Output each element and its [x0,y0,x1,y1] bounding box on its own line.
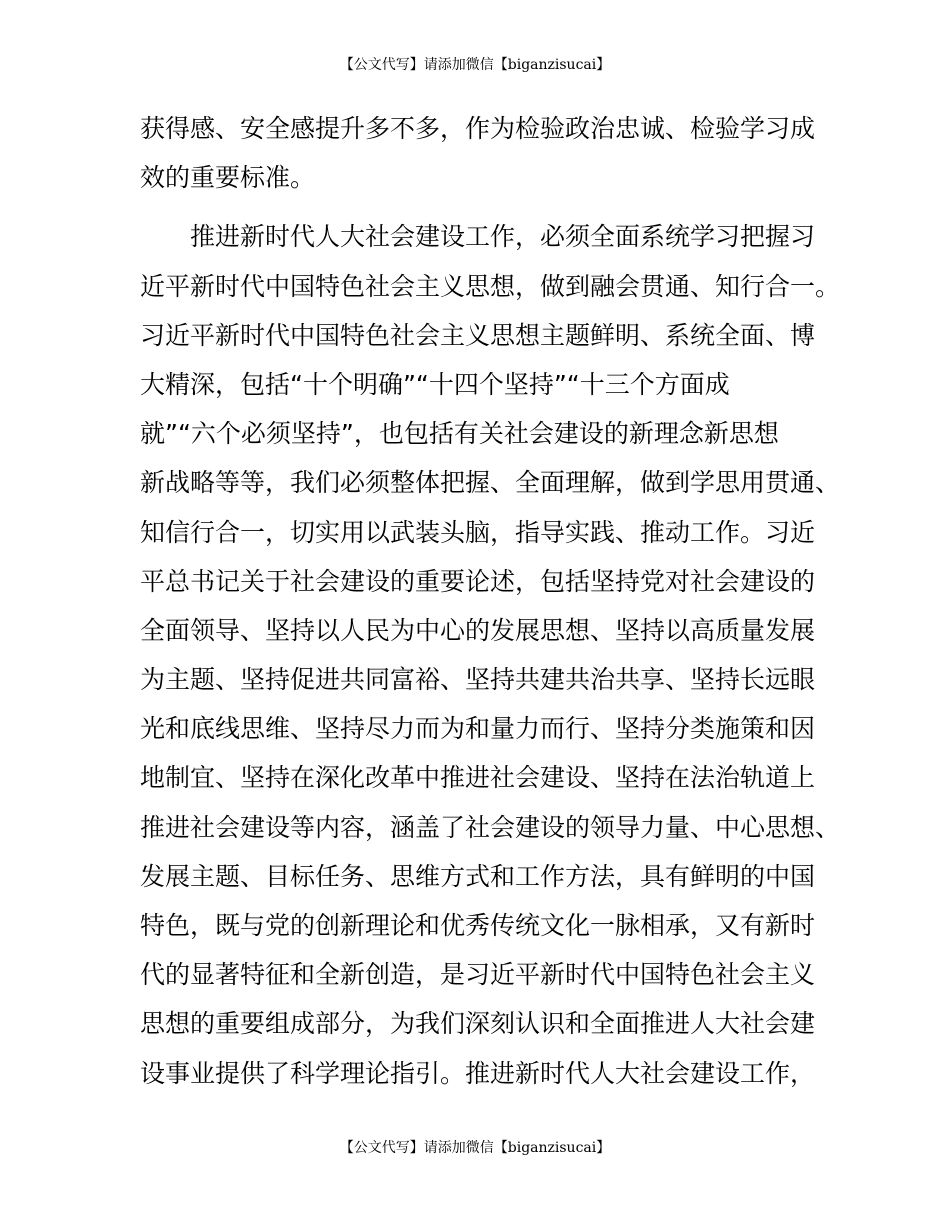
text-line: 知信行合一，切实用以武装头脑，指导实践、推动工作。习近 [140,517,816,547]
document-body [140,104,841,1098]
text-line: 推进新时代人大社会建设工作，必须全面系统学习把握习 [140,222,816,252]
text-line: 全面领导、坚持以人民为中心的发展思想、坚持以高质量发展 [140,615,816,645]
text-line: 为主题、坚持促进共同富裕、坚持共建共治共享、坚持长远眼 [140,665,816,695]
page-header: 【公文代写】请添加微信【biganzisucai】 [339,57,611,73]
text-line: 地制宜、坚持在深化改革中推进社会建设、坚持在法治轨道上 [140,763,816,793]
text-line: 思想的重要组成部分，为我们深刻认识和全面推进人大社会建 [140,1009,816,1039]
text-line: 平总书记关于社会建设的重要论述，包括坚持党对社会建设的 [140,566,816,596]
text-line: 近平新时代中国特色社会主义思想，做到融会贯通、知行合一。 [140,271,841,301]
text-line: 获得感、安全感提升多不多，作为检验政治忠诚、检验学习成 [140,114,816,143]
text-line: 设事业提供了科学理论指引。推进新时代人大社会建设工作， [140,1058,816,1088]
text-line: 就”“六个必须坚持”，也包括有关社会建设的新理念新思想 [140,419,779,449]
paragraph [140,212,841,1097]
text-line: 光和底线思维、坚持尽力而为和量力而行、坚持分类施策和因 [140,714,816,744]
text-line: 发展主题、目标任务、思维方式和工作方法，具有鲜明的中国 [140,861,816,891]
text-line: 新战略等等，我们必须整体把握、全面理解，做到学思用贯通、 [140,468,841,498]
text-line: 大精深，包括“十个明确”“十四个坚持”“十三个方面成 [140,369,730,399]
paragraph [140,104,820,202]
page-footer: 【公文代写】请添加微信【biganzisucai】 [339,1140,611,1156]
paragraph-gap [140,202,820,212]
text-line: 效的重要标准。 [140,163,316,193]
text-line: 推进社会建设等内容，涵盖了社会建设的领导力量、中心思想、 [140,812,841,842]
text-line: 代的显著特征和全新创造，是习近平新时代中国特色社会主义 [140,960,816,990]
text-line: 特色，既与党的创新理论和优秀传统文化一脉相承，又有新时 [140,911,816,940]
text-line: 习近平新时代中国特色社会主义思想主题鲜明、系统全面、博 [140,320,816,350]
